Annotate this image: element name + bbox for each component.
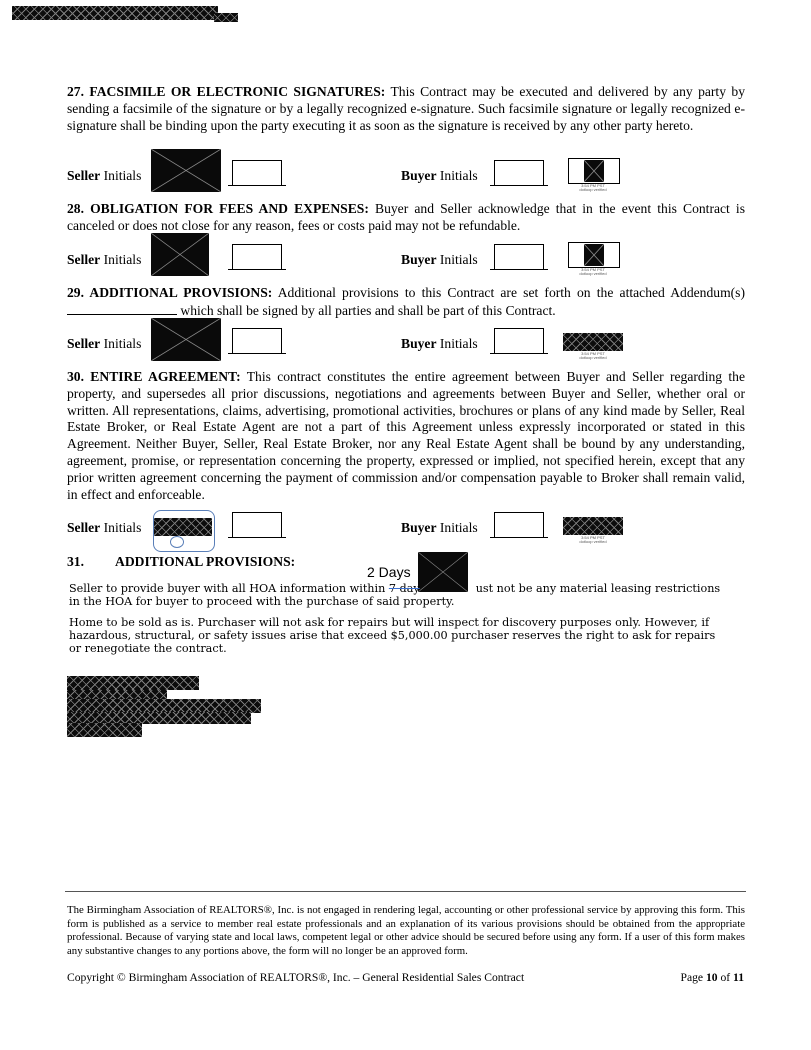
section-30	[67, 369, 745, 503]
footer-disclaimer: The Birmingham Association of REALTORS®, Inc. is not engaged in rendering legal, accounting or other professional service by approving this form. This form is published as a service to member real estate professionals and an explanation of its various provisions should be obtained from the appropriate professional. Because of varying state and local laws, competent legal or other advice should be secured before using any form. If a user of this form makes any substantive changes to any portions above, the form will no longer be an approved form.	[67, 904, 745, 957]
redacted-header	[12, 6, 218, 20]
redacted-seller-initial-29	[151, 318, 221, 361]
redacted-seller-initial-30	[154, 518, 212, 536]
section-31-line1: Seller to provide buyer with all HOA information within 7 day ust not be any material leasing restrictions	[69, 582, 721, 595]
buyer-initial-box-29a[interactable]	[494, 328, 544, 354]
section-31-line2: in the HOA for buyer to proceed with the purchase of said property.	[69, 595, 455, 608]
struck-text: 7 day	[388, 582, 420, 595]
buyer-initial-line-30a	[490, 537, 548, 538]
signature-stamp-30: 3:54 PM PST	[581, 535, 605, 540]
seller-initial-box-30b[interactable]	[232, 512, 282, 538]
signature-verified-27: dotloop verified	[579, 187, 607, 192]
redacted-seller-initial-28	[151, 233, 209, 276]
addendum-blank[interactable]	[67, 302, 177, 315]
signature-verified-30: dotloop verified	[579, 539, 607, 544]
redacted-seller-initial-27	[151, 149, 221, 192]
section-29: 29. ADDITIONAL PROVISIONS: Additional provisions to this Contract are set forth on the attached Addendum(s) which shall be signed by all parties and shall be part of this Contract.	[67, 285, 745, 318]
signature-verified-28: dotloop verified	[579, 271, 607, 276]
redacted-block-3	[67, 699, 261, 713]
section-28	[67, 201, 745, 235]
redacted-block-1	[67, 676, 199, 690]
section-31-para2: Home to be sold as is. Purchaser will not ask for repairs but will inspect for discovery purposes only. However, if hazardous, structural, or safety issues arise that exceed $5,000.00 purchaser reserves the right to ask for repairs or renegotiate the contract.	[69, 616, 716, 655]
footer-page-number: Page 10 of 11	[680, 971, 744, 984]
seller-initial-box-27b[interactable]	[232, 160, 282, 186]
section-29-heading: 29. ADDITIONAL PROVISIONS:	[67, 285, 273, 300]
section-30-heading: 30. ENTIRE AGREEMENT:	[67, 369, 241, 384]
signature-verified-29: dotloop verified	[579, 355, 607, 360]
section-27	[67, 84, 745, 134]
section-27-heading: 27. FACSIMILE OR ELECTRONIC SIGNATURES:	[67, 84, 386, 99]
seller-initial-box-29b[interactable]	[232, 328, 282, 354]
section-31-number: 31.	[67, 554, 84, 569]
section-28-heading: 28. OBLIGATION FOR FEES AND EXPENSES:	[67, 201, 369, 216]
buyer-initials-label-30: Buyer Initials	[401, 520, 478, 535]
signature-stamp-29: 3:54 PM PST	[581, 351, 605, 356]
section-28-body: Buyer and Seller acknowledge that in the event this Contract is canceled or does not close for any reason, fees or costs paid may not be refundable.	[67, 201, 746, 233]
seller-initials-label-28: Seller Initials	[67, 252, 142, 267]
footer-divider	[65, 891, 746, 892]
redacted-buyer-initial-27	[584, 160, 604, 182]
handwritten-days: 2 Days	[367, 564, 411, 580]
section-31-heading: ADDITIONAL PROVISIONS:	[115, 554, 296, 569]
seller-initial-swirl-30	[170, 536, 184, 548]
buyer-initial-line-28a	[490, 269, 548, 270]
buyer-initial-box-28a[interactable]	[494, 244, 544, 270]
footer-copyright: Copyright © Birmingham Association of REALTORS®, Inc. – General Residential Sales Contract	[67, 971, 525, 984]
buyer-initial-line-27a	[490, 185, 548, 186]
seller-initial-line-30	[228, 537, 286, 538]
redacted-buyer-initial-29	[563, 333, 623, 351]
seller-initial-line-29	[228, 353, 286, 354]
section-27-body: This Contract may be executed and delivered by any party by sending a facsimile of the signature or by a legally recognized e-signature. Such facsimile signature or legally recognized e-signature shall be binding upon the party executing it as soon as the signature is received by any other party hereto.	[67, 84, 746, 133]
signature-stamp-28: 3:54 PM PST	[581, 267, 605, 272]
buyer-initials-label-29: Buyer Initials	[401, 336, 478, 351]
section-30-body: This contract constitutes the entire agreement between Buyer and Seller regarding the property, and supersedes all prior discussions, negotiations and agreements between Buyer and Seller, whether oral or written. All representations, claims, advertising, promotional activities, brochures or plans of any kind made by Seller, Real Estate Broker, or Real Estate Agent are not a part of this Agreement unless expressly incorporated or stated in this Agreement. Neither Buyer, Seller, Real Estate Broker, nor any Real Estate Agent shall be bound by any understanding, agreement, promise, or representation concerning the property, expressed or implied, not specified herein, except that any prior written agreement concerning the payment of commission and/or compensation payable to Broker shall remain valid, in effect and enforceable.	[67, 369, 745, 502]
buyer-initial-box-27a[interactable]	[494, 160, 544, 186]
buyer-initial-box-30a[interactable]	[494, 512, 544, 538]
buyer-initials-label-27: Buyer Initials	[401, 168, 478, 183]
seller-initial-line-27	[228, 185, 286, 186]
seller-initials-label-30: Seller Initials	[67, 520, 142, 535]
buyer-initials-label-28: Buyer Initials	[401, 252, 478, 267]
redacted-buyer-initial-30	[563, 517, 623, 535]
redacted-buyer-initial-28	[584, 244, 604, 266]
redacted-block-5	[67, 723, 142, 737]
redacted-header-tail	[214, 13, 238, 22]
seller-initials-label-29: Seller Initials	[67, 336, 142, 351]
seller-initials-label-27: Seller Initials	[67, 168, 142, 183]
signature-stamp-27: 3:54 PM PST	[581, 183, 605, 188]
seller-initial-line-28	[228, 269, 286, 270]
seller-initial-box-28b[interactable]	[232, 244, 282, 270]
buyer-initial-line-29a	[490, 353, 548, 354]
